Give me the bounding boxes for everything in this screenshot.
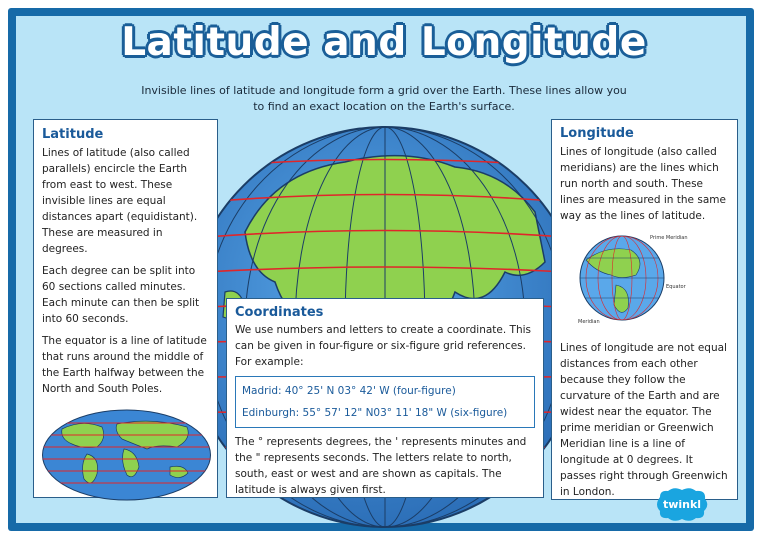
coordinates-heading: Coordinates xyxy=(235,305,324,320)
example-madrid: Madrid: 40° 25' N 03° 42' W (four-figure) xyxy=(242,385,456,397)
example-edinburgh: Edinburgh: 55° 57' 12" N03° 11' 18" W (six-figure) xyxy=(242,407,508,419)
meridian-globe-image xyxy=(576,230,696,326)
coordinate-examples xyxy=(235,376,535,428)
subtitle: Invisible lines of latitude and longitude form a grid over the Earth. These lines allow you to find an exact location on the Earth's surface. xyxy=(141,84,627,113)
logo-text: twinkl xyxy=(662,498,702,511)
longitude-paragraph-1: Lines of longitude (also called meridians) are the lines which run north and south. These lines are measured in the same way as the lines of latitude. xyxy=(560,146,726,222)
latitude-panel xyxy=(33,119,218,498)
longitude-heading: Longitude xyxy=(560,126,634,141)
latitude-heading: Latitude xyxy=(42,127,104,142)
latitude-paragraph-3: The equator is a line of latitude that runs around the middle of the Earth halfway between the North and South Poles. xyxy=(42,335,207,395)
coordinates-panel xyxy=(226,298,544,498)
latitude-paragraph-1: Lines of latitude (also called parallels) encircle the Earth from east to west. These invisible lines are equal distances apart (equidistant). These are measured in degrees. xyxy=(42,147,198,255)
latitude-paragraph-2: Each degree can be split into 60 sections called minutes. Each minute can then be split into 60 seconds. xyxy=(42,265,200,325)
longitude-paragraph-2: Lines of longitude are not equal distances from each other because they follow the curvature of the Earth and are widest near the equator. The prime meridian or Greenwich Meridian line is a line of longitude at 0 degrees. It passes right through Greenwich in London. xyxy=(560,342,728,498)
world-map-image xyxy=(42,409,211,501)
coordinates-paragraph-2: The ° represents degrees, the ' represents minutes and the " represents seconds. The letters relate to north, south, east or west and are shown as capitals. The latitude is always given first. xyxy=(235,436,527,496)
coordinates-paragraph-1: We use numbers and letters to create a coordinate. This can be given in four-figure or six-figure grid references. For example: xyxy=(235,324,532,368)
twinkl-logo xyxy=(654,487,710,523)
page-title: Latitude and Longitude xyxy=(121,20,647,65)
prime-meridian-label: Prime Meridian xyxy=(650,235,688,241)
meridian-label: Meridian xyxy=(578,319,600,325)
equator-label: Equator xyxy=(666,284,686,290)
longitude-panel xyxy=(551,119,738,500)
